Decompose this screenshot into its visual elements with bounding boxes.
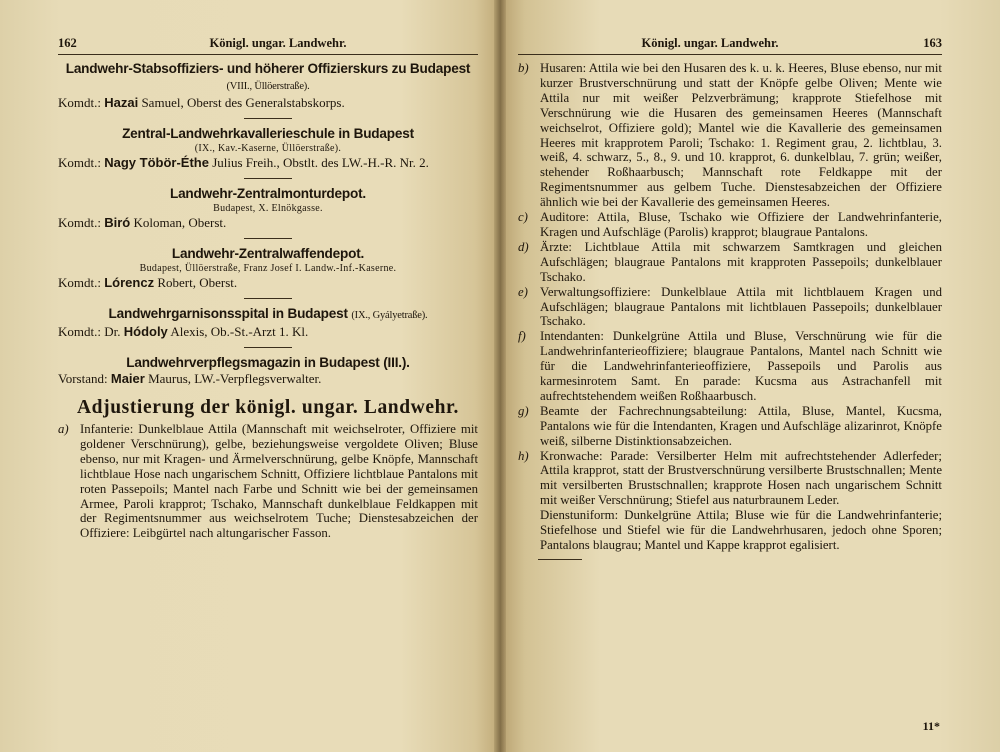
uniform-item <box>518 61 942 210</box>
item-label: e) <box>518 284 528 299</box>
commander-line <box>58 95 478 111</box>
text-run: Vorstand: <box>58 371 108 386</box>
right-page <box>500 0 1000 752</box>
text-run: Julius Freih., Obstlt. des LW.-H.-R. Nr. 2. <box>212 155 429 170</box>
chapter-heading: Adjustierung der königl. ungar. Landwehr. <box>76 397 460 418</box>
text-run: Landwehr-Stabsoffiziers- und höherer Offizierskurs zu Budapest <box>65 61 471 76</box>
section-kavallerieschule <box>58 126 478 171</box>
running-title: Königl. ungar. Landwehr. <box>209 36 347 50</box>
page-number: 163 <box>923 36 942 50</box>
divider <box>244 118 292 119</box>
item-text: Auditore: Attila, Bluse, Tschako wie Offiziere der Landwehrinfanterie, Kragen und Aufschläge (Parolis) krapprot; blaugraue Pantalons. <box>540 210 942 239</box>
item-text: Beamte der Fachrechnungsabteilung: Attila, Bluse, Mantel, Kucsma, Pantalons wie für die Intendanten, Kragen und Aufschläge alizarinrot, Knöpfe weiß, silberne Distinktionsabzeichen. <box>540 403 942 448</box>
text-run: Nagy Töbör-Éthe <box>104 155 209 170</box>
dienstuniform-paragraph: Dienstuniform: Dunkelgrüne Attila; Bluse wie für die Landwehrinfanterie; Stiefelhose und Stiefel wie für die Landwehrhusaren, jedoch ohne Sporen; Pantalons blaugrau; Mantel und Kappe krapprot egalisiert. <box>540 508 942 552</box>
uniform-item <box>518 329 942 404</box>
item-text: Ärzte: Lichtblaue Attila mit schwarzem Samtkragen und gleichen Aufschlägen; blaugraue Pantalons mit krapproten Passepoils; dunkelblauer Tschako. <box>540 239 942 284</box>
running-header-left <box>58 36 478 55</box>
book-gutter <box>494 0 506 752</box>
section-garnisonsspital <box>58 306 478 340</box>
section-verpflegsmagazin <box>58 355 478 387</box>
section-stabsoffizierskurs <box>58 61 478 111</box>
section-waffendepot <box>58 246 478 291</box>
uniform-item <box>518 404 942 449</box>
section-title: Landwehrverpflegsmagazin in Budapest (III.). <box>126 355 410 370</box>
item-text: Kronwache: Parade: Versilberter Helm mit aufrechtstehender Adlerfeder; Attila krapprot, statt der Brustverschnürung versilberte Brustschnallen; Mente mit versilberten Brustschnallen; krapprote Hosen nach ungarischem Schnitt mit weißer Verschnürung; Stiefel aus naturbraunem Leder. <box>540 448 942 508</box>
divider <box>244 178 292 179</box>
section-title: Landwehr-Zentralmonturdepot. <box>169 186 367 201</box>
item-text: Intendanten: Dunkelgrüne Attila und Bluse, Verschnürung wie für die Landwehrinfanterieoffiziere; blaugraue Pantalons, Mantel nach Schnitt wie für die Landwehrinfanterieoffiziere, Passepoils und Parolis aus karmesinrotem Samt. En parade: Kucsma aus Astrachanfell mit aufrechtstehendem weißen Roßhaarbusch. <box>540 329 942 403</box>
section-title <box>58 61 478 95</box>
item-text: Husaren: Attila wie bei den Husaren des k. u. k. Heeres, Bluse ebenso, nur mit kurzer Brustverschnürung und statt der Knöpfe gelbe Oliven; Mente wie Attila nur mit weißer Pelzverbrämung; krapprote Stiefelhose mit Verschnürung wie die Husaren des gemeinsamen Heeres (Mannschaft weichselrot, Offiziere gold); Mantel wie die Kavallerie des gemeinsamen Heeres mit krapprotem Paroli; Tschako: 1. Regiment grau, 2. lichtblau, 3. weiß, 4. schwarz, 5., 8., 9. und 10. krapprot, 6. dunkelblau, 7. grün; weißer, stehender Roßhaarbusch; Mannschaft rote Feldkappe mit der Regimentsnummer aus gelbem Tuche. Dienstesabzeichen der Offiziere ähnlich wie bei der Kavallerie des gemeinsamen Heeres. <box>540 61 942 210</box>
page-number: 162 <box>58 36 77 50</box>
commander-line <box>58 215 478 231</box>
text-run: Komdt.: <box>58 155 101 170</box>
text-run: Samuel, Oberst des Generalstabskorps. <box>141 95 345 110</box>
item-label: a) <box>58 422 69 436</box>
text-run: (IX., Gyályetraße). <box>351 310 428 321</box>
divider <box>244 347 292 348</box>
text-run: Lórencz <box>104 275 155 290</box>
uniform-item <box>518 285 942 330</box>
divider <box>244 238 292 239</box>
item-text: Infanterie: Dunkelblaue Attila (Mannschaft mit weichselroter, Offiziere mit goldener Verschnürung), gelbe, beziehungsweise vergoldete Oliven; Bluse ebenso, nur mit Kragen- und Ärmelverschnürung, gelbe Knöpfe, Mannschaft lichtblaue Hose nach ungarischem Schnitt, Offiziere lichtblaue Pantalons mit roten Passepoils; Mantel nach Farbe und Schnitt wie bei der gemeinsamen Armee, Paroli krapprot; Tschako, Mannschaft dunkelblaue Feldkappen mit der Regimentsnummer aus weichselrotem Tuche; Dienstesabzeichen der Offiziere: Leibgürtel nach altungarischer Fasson. <box>80 422 478 541</box>
item-label: h) <box>518 448 529 463</box>
text-run: Maurus, LW.-Verpflegsverwalter. <box>148 371 322 386</box>
item-text: Verwaltungsoffiziere: Dunkelblaue Attila mit lichtblauem Kragen und Aufschlägen; blaugraue Pantalons mit lichtblauen Passepoils; dunkelblauer Tschako. <box>540 284 942 329</box>
uniform-item <box>518 210 942 240</box>
text-run: Komdt.: <box>58 95 101 110</box>
item-label: f) <box>518 329 526 344</box>
uniform-item <box>518 240 942 285</box>
footer-rule <box>538 559 582 560</box>
uniform-item <box>58 422 478 541</box>
text-run: Landwehrgarnisonsspital in Budapest <box>108 306 348 321</box>
text-run: Robert, Oberst. <box>157 275 238 290</box>
text-run: Komdt.: <box>58 275 101 290</box>
item-label: d) <box>518 239 529 254</box>
section-title: Zentral-Landwehrkavallerieschule in Budapest <box>122 126 414 141</box>
text-run: (VIII., Üllöerstraße). <box>226 81 310 92</box>
commander-line <box>58 324 478 340</box>
section-address: (IX., Kav.-Kaserne, Üllöerstraße). <box>194 143 342 154</box>
section-address: Budapest, Üllöerstraße, Franz Josef I. Landw.-Inf.-Kaserne. <box>139 263 397 274</box>
running-title: Königl. ungar. Landwehr. <box>641 36 779 50</box>
uniform-item <box>518 449 942 509</box>
text-run: Biró <box>104 215 131 230</box>
item-label: g) <box>518 403 529 418</box>
text-run: Komdt.: Dr. <box>58 324 121 339</box>
text-run: Koloman, Oberst. <box>133 215 227 230</box>
text-run: Komdt.: <box>58 215 101 230</box>
commander-line <box>58 155 478 171</box>
section-monturdepot <box>58 186 478 231</box>
section-title <box>58 306 478 324</box>
text-run: Maier <box>110 371 145 386</box>
divider <box>244 298 292 299</box>
section-title: Landwehr-Zentralwaffendepot. <box>171 246 365 261</box>
section-address: Budapest, X. Elnökgasse. <box>213 203 323 214</box>
text-run: Alexis, Ob.-St.-Arzt 1. Kl. <box>170 324 309 339</box>
signature-mark: 11* <box>922 719 940 733</box>
text-run: Hazai <box>104 95 139 110</box>
running-header-right <box>518 36 942 55</box>
item-label: b) <box>518 61 529 75</box>
commander-line <box>58 371 478 387</box>
item-label: c) <box>518 210 528 225</box>
text-run: Hódoly <box>123 324 168 339</box>
commander-line <box>58 275 478 291</box>
